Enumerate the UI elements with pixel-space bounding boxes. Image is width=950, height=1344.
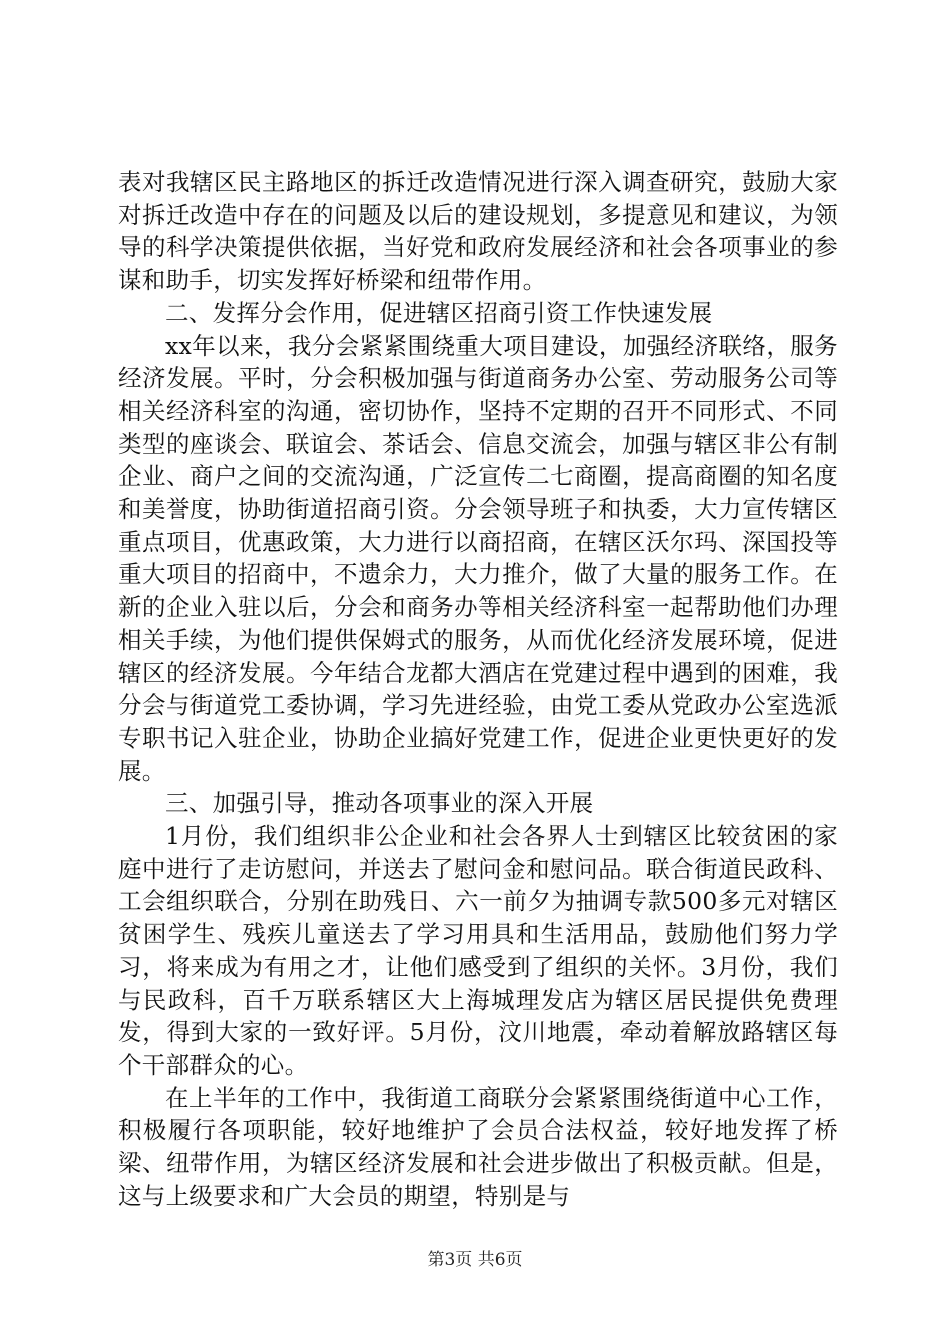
paragraph-summary: 在上半年的工作中，我街道工商联分会紧紧围绕街道中心工作，积极履行各项职能，较好地维护了会员合法权益，较好地发挥了桥梁、纽带作用，为辖区经济发展和社会进步做出了积极贡献。但是，这与上级要求和广大会员的期望，特别是与 — [118, 1083, 838, 1210]
page-number-footer: 第3页 共6页 — [427, 1250, 523, 1270]
paragraph-continuation: 表对我辖区民主路地区的拆迁改造情况进行深入调查研究，鼓励大家对拆迁改造中存在的问题及以后的建设规划，多提意见和建议，为领导的科学决策提供依据，当好党和政府发展经济和社会各项事业的参谋和助手，切实发挥好桥梁和纽带作用。 — [118, 168, 838, 295]
section-heading-3: 三、加强引导，推动各项事业的深入开展 — [165, 789, 594, 818]
section-heading-2: 二、发挥分会作用，促进辖区招商引资工作快速发展 — [165, 298, 713, 327]
document-body — [118, 166, 838, 1213]
paragraph-activities: 1月份，我们组织非公企业和社会各界人士到辖区比较贫困的家庭中进行了走访慰问，并送去了慰问金和慰问品。联合街道民政科、工会组织联合，分别在助残日、六一前夕为抽调专款500多元对辖区贫困学生、残疾儿童送去了学习用具和生活用品，鼓励他们努力学习，将来成为有用之才，让他们感受到了组织的关怀。3月份，我们与民政科，百千万联系辖区大上海城理发店为辖区居民提供免费理发，得到大家的一致好评。5月份，汶川地震，牵动着解放路辖区每个干部群众的心。 — [118, 822, 838, 1079]
paragraph-investment: xx年以来，我分会紧紧围绕重大项目建设，加强经济联络，服务经济发展。平时，分会积极加强与街道商务办公室、劳动服务公司等相关经济科室的沟通，密切协作，坚持不定期的召开不同形式、不同类型的座谈会、联谊会、茶话会、信息交流会，加强与辖区非公有制企业、商户之间的交流沟通，广泛宣传二七商圈，提高商圈的知名度和美誉度，协助街道招商引资。分会领导班子和执委，大力宣传辖区重点项目，优惠政策，大力进行以商招商，在辖区沃尔玛、深国投等重大项目的招商中，不遗余力，大力推介，做了大量的服务工作。在新的企业入驻以后，分会和商务办等相关经济科室一起帮助他们办理相关手续，为他们提供保姆式的服务，从而优化经济发展环境，促进辖区的经济发展。今年结合龙都大酒店在党建过程中遇到的困难，我分会与街道党工委协调，学习先进经验，由党工委从党政办公室选派专职书记入驻企业，协助企业搞好党建工作，促进企业更快更好的发展。 — [118, 331, 838, 785]
